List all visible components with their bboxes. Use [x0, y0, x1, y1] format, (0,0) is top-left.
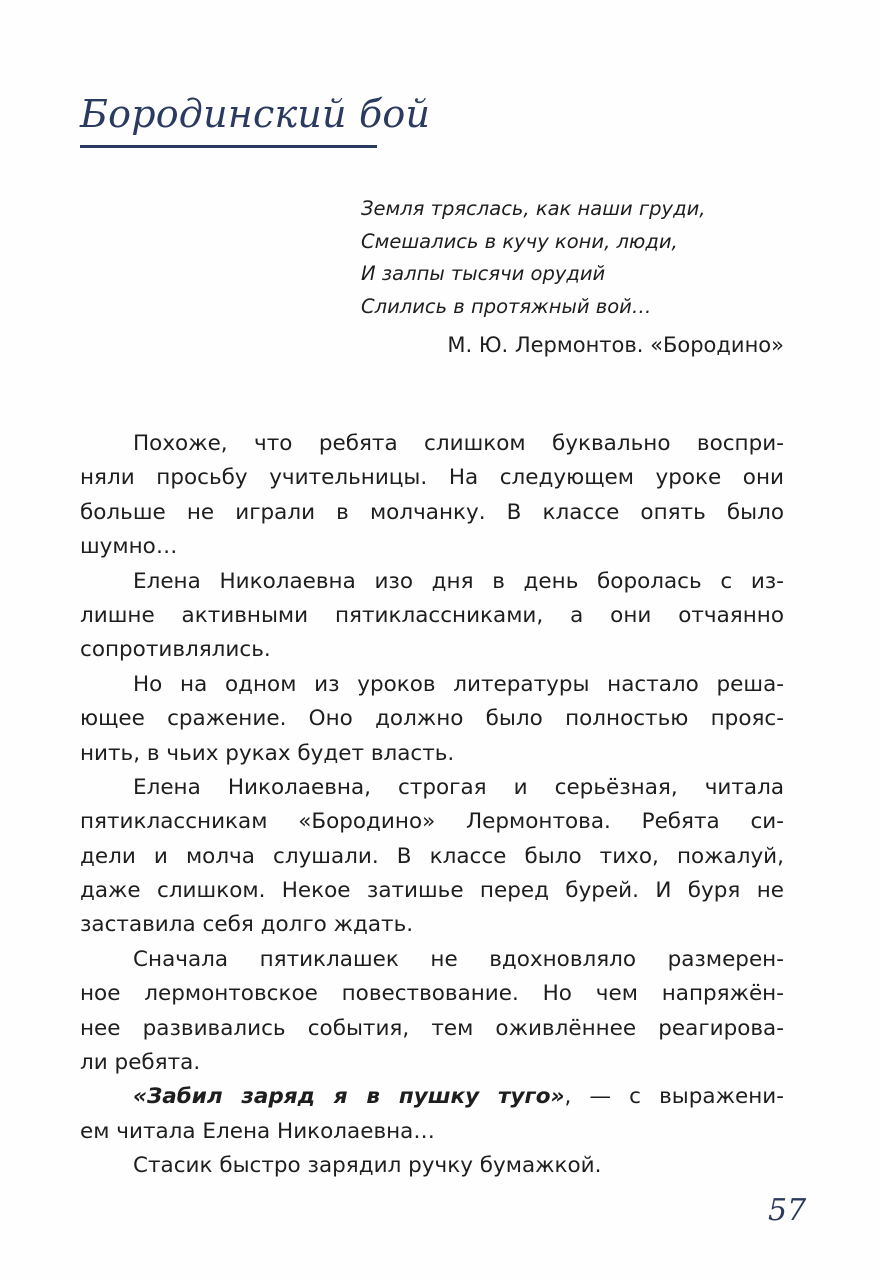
paragraph: [80, 565, 784, 668]
paragraph: [80, 943, 784, 1081]
text-line: даже слишком. Некое затишье перед бурей. И буря не: [80, 878, 784, 904]
text-line: заставила себя долго ждать.: [80, 912, 414, 938]
text-line: нить, в чьих руках будет власть.: [80, 740, 455, 766]
text-fragment: , — с выражени-: [564, 1084, 784, 1110]
text-line: ющее сражение. Оно должно было полностью прояс-: [80, 706, 784, 732]
paragraph: [80, 427, 784, 565]
epigraph: [361, 193, 705, 323]
text-line: шумно…: [80, 534, 178, 560]
text-line: дели и молча слушали. В классе было тихо, пожалуй,: [80, 843, 784, 869]
page-number: 57: [768, 1193, 807, 1228]
text-line: Сначала пятиклашек не вдохновляло размерен-: [133, 946, 784, 972]
text-line: Елена Николаевна изо дня в день боролась с из-: [133, 568, 784, 594]
quoted-verse: «Забил заряд я в пушку туго»: [133, 1084, 565, 1110]
text-line: лишне активными пятиклассниками, а они отчаянно: [80, 602, 784, 628]
paragraph: [80, 1149, 784, 1183]
text-line: больше не играли в молчанку. В классе опять было: [80, 499, 784, 525]
epigraph-line: Слились в протяжный вой…: [361, 294, 652, 318]
epigraph-line: Смешались в кучу кони, люди,: [361, 229, 678, 253]
text-line: нее развивались события, тем оживлённее реагирова-: [80, 1015, 784, 1041]
text-line: няли просьбу учительницы. На следующем уроке они: [80, 465, 784, 491]
epigraph-line: И залпы тысячи орудий: [361, 262, 606, 285]
text-line: Похоже, что ребята слишком буквально воспри-: [133, 431, 784, 456]
epigraph-attribution: М. Ю. Лермонтов. «Бородино»: [447, 333, 784, 357]
text-line: ем читала Елена Николаевна…: [80, 1118, 435, 1144]
text-line: [80, 1080, 784, 1114]
chapter-title: Бородинский бой: [80, 92, 431, 136]
epigraph-line: Земля тряслась, как наши груди,: [361, 197, 706, 220]
text-line: пятиклассникам «Бородино» Лермонтова. Ребята си-: [80, 809, 784, 835]
body-text: [80, 427, 784, 1184]
text-line: сопротивлялись.: [80, 637, 271, 663]
paragraph: [80, 771, 784, 943]
text-line: Но на одном из уроков литературы настало реша-: [133, 671, 784, 697]
text-line: Стасик быстро зарядил ручку бумажкой.: [133, 1153, 602, 1179]
paragraph: [80, 668, 784, 771]
paragraph: [80, 1080, 784, 1149]
text-line: Елена Николаевна, строгая и серьёзная, читала: [133, 774, 784, 800]
text-line: ное лермонтовское повествование. Но чем напряжён-: [80, 981, 784, 1007]
text-line: ли ребята.: [80, 1050, 201, 1076]
title-underline: [80, 145, 377, 148]
